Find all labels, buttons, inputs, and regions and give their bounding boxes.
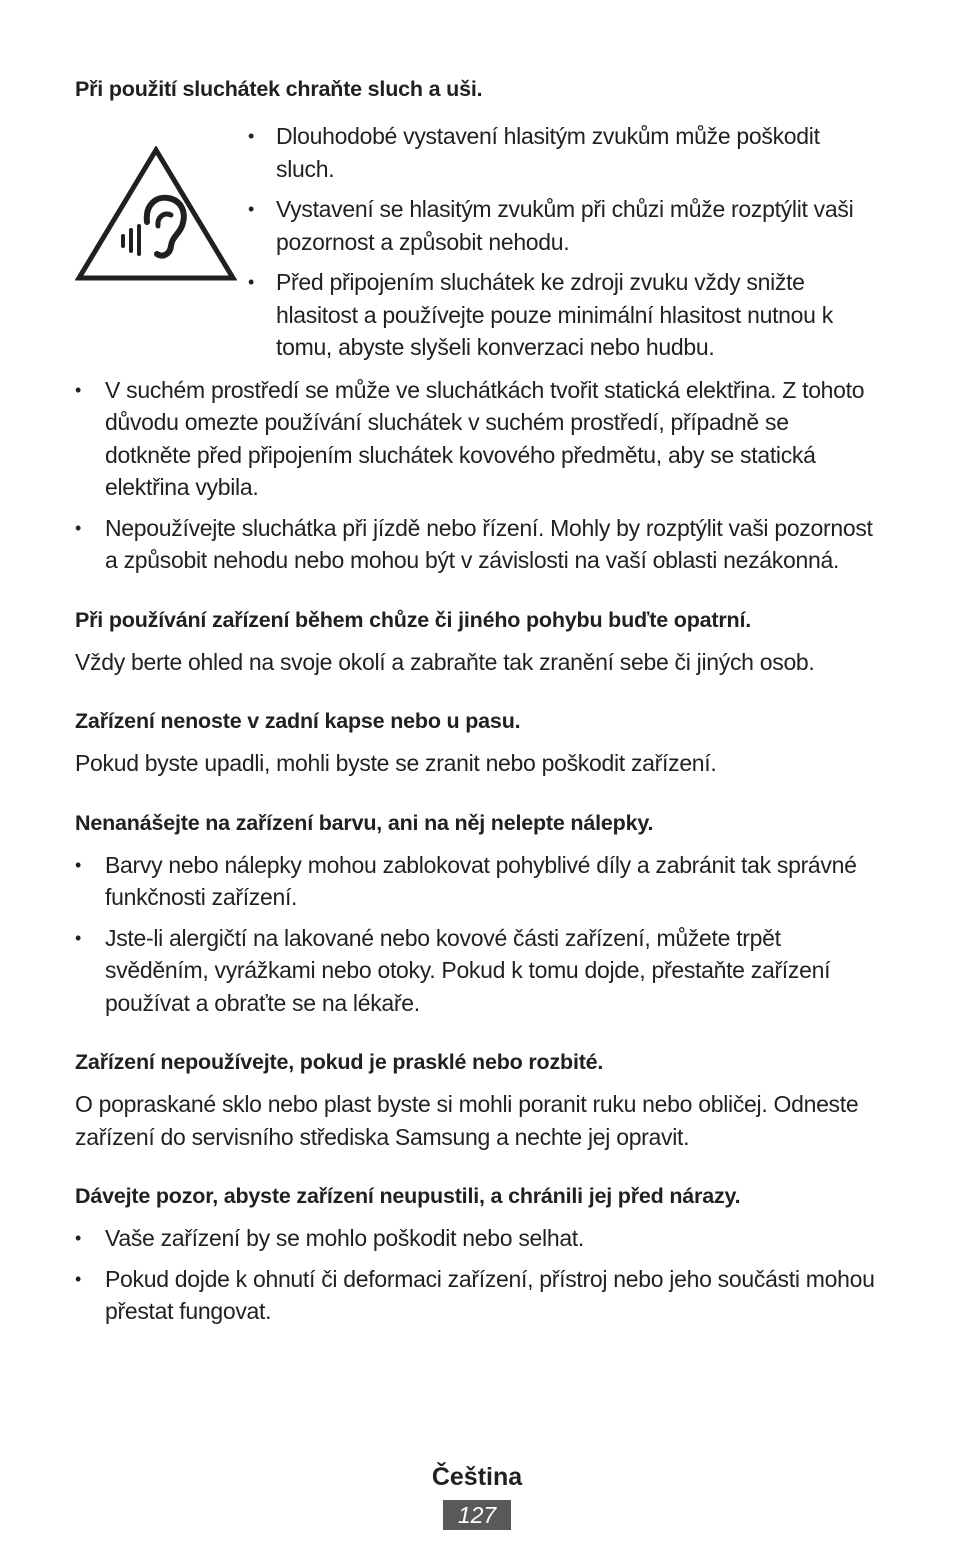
- list-item: • Pokud dojde k ohnutí či deformaci zařízení, přístroj nebo jeho součásti mohou přestat fungovat.: [75, 1265, 875, 1324]
- page-number: 127: [443, 1500, 511, 1530]
- footer-language: Čeština: [431, 1463, 523, 1491]
- section-heading-pocket: Zařízení nenoste v zadní kapse nebo u pasu.: [75, 709, 521, 733]
- hearing-icon-bullet-list: [248, 120, 858, 372]
- hearing-bullet-list: [75, 374, 875, 577]
- list-item: • Nepoužívejte sluchátka při jízdě nebo řízení. Mohly by rozptýlit vaši pozornost a způsobit nehodu nebo mohou být v závislosti na vaší oblasti nezákonná.: [75, 514, 873, 573]
- section-heading-hearing: Při použití sluchátek chraňte sluch a uši.: [75, 77, 483, 101]
- manual-page: [75, 76, 875, 1336]
- section-heading-drop: Dávejte pozor, abyste zařízení neupustili, a chránili jej před nárazy.: [75, 1184, 741, 1208]
- section-text-cracked: O popraskané sklo nebo plast byste si mohli poranit ruku nebo obličej. Odneste zařízení do servisního střediska Samsung a nechte jej opravit.: [75, 1091, 859, 1150]
- section-heading-paint: Nenanášejte na zařízení barvu, ani na něj nelepte nálepky.: [75, 810, 654, 835]
- list-item: • Vaše zařízení by se mohlo poškodit nebo selhat.: [75, 1225, 584, 1251]
- section-heading-walking: Při používání zařízení během chůze či jiného pohybu buďte opatrní.: [75, 607, 751, 632]
- section-text-pocket: Pokud byste upadli, mohli byste se zranit nebo poškodit zařízení.: [75, 750, 717, 776]
- section-heading-cracked: Zařízení nepoužívejte, pokud je prasklé nebo rozbité.: [75, 1050, 604, 1074]
- list-item: • Jste-li alergičtí na lakované nebo kovové části zařízení, můžete trpět svěděním, vyrážkami nebo otoky. Pokud k tomu dojde, přestaňte zařízení používat a obraťte se na lékaře.: [75, 924, 831, 1016]
- paint-bullet-list: [75, 849, 875, 1020]
- list-item: • Vystavení se hlasitým zvukům při chůzi může rozptýlit vaši pozornost a způsobit nehodu.: [248, 196, 854, 255]
- page-footer: [0, 1462, 954, 1530]
- list-item: • Před připojením sluchátek ke zdroji zvuku vždy snižte hlasitost a používejte pouze minimální hlasitost nutnou k tomu, abyste slyšeli konverzaci nebo hudbu.: [248, 269, 833, 360]
- hearing-warning-block: [75, 120, 875, 372]
- list-item: • Dlouhodobé vystavení hlasitým zvukům může poškodit sluch.: [248, 123, 820, 182]
- list-item: • V suchém prostředí se může ve sluchátkách tvořit statická elektřina. Z tohoto důvodu omezte používání sluchátek v suchém prostředí, případně se dotkněte před připojením sluchátek kovového předmětu, aby se statická elektřina vybila.: [75, 376, 865, 500]
- drop-bullet-list: [75, 1222, 875, 1328]
- hearing-warning-icon: [75, 146, 243, 296]
- list-item: • Barvy nebo nálepky mohou zablokovat pohyblivé díly a zabránit tak správné funkčnosti zařízení.: [75, 851, 857, 910]
- section-text-walking: Vždy berte ohled na svoje okolí a zabraňte tak zranění sebe či jiných osob.: [75, 648, 815, 675]
